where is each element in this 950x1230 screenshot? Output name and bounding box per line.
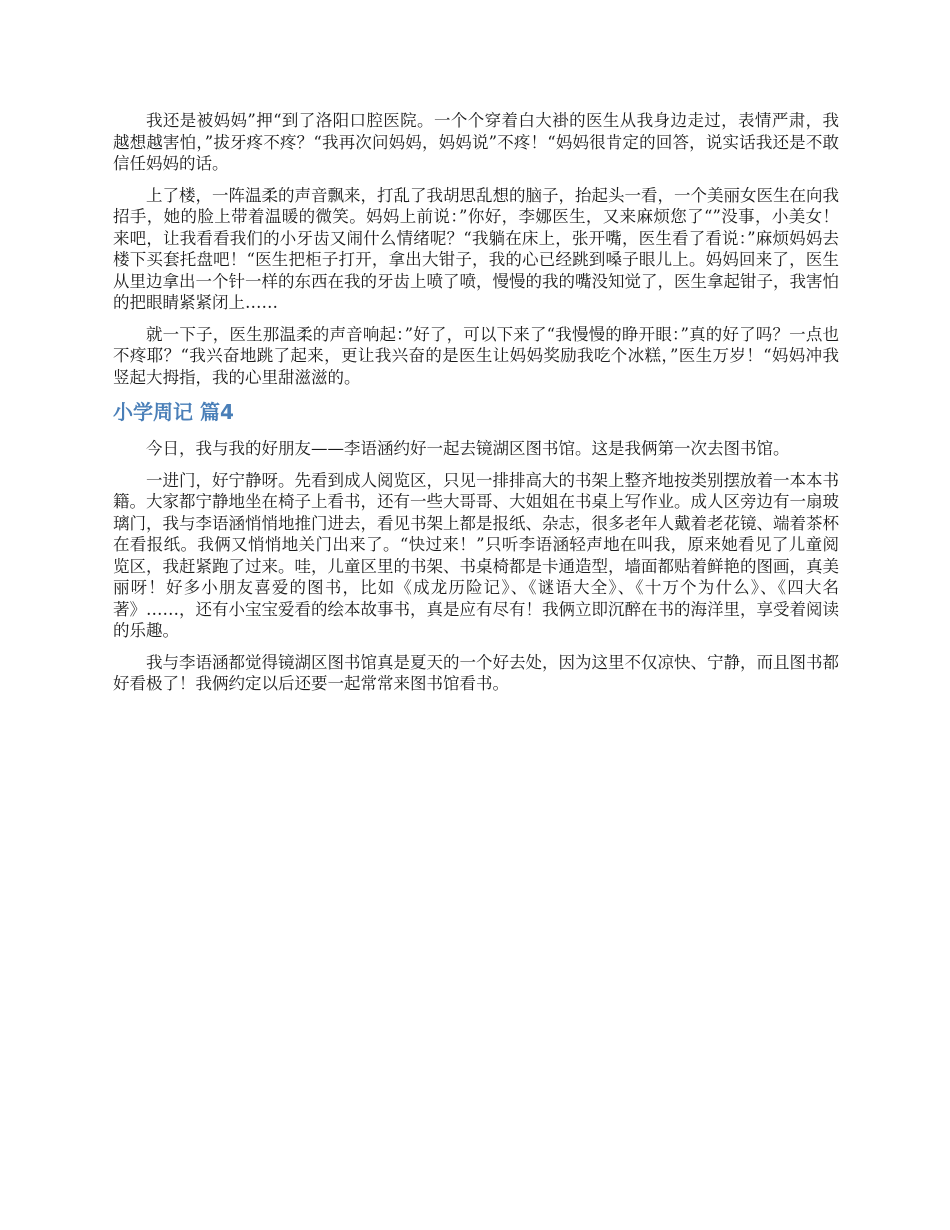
paragraph-library-intro: 今日，我与我的好朋友——李语涵约好一起去镜湖区图书馆。这是我俩第一次去图书馆。 [146,439,790,458]
paragraph-after-treatment: 就一下子，医生那温柔的声音响起：”好了，可以下来了“我慢慢的睁开眼：”真的好了吗？一点也不疼耶？“我兴奋地跳了起来，更让我兴奋的是医生让妈妈奖励我吃个冰糕，”医生万岁！“妈妈冲我竖起大拇指，我的心里甜滋滋的。 [113,324,839,387]
paragraph-dental-visit: 我还是被妈妈”押“到了洛阳口腔医院。一个个穿着白大褂的医生从我身边走过，表情严肃，我越想越害怕，”拔牙疼不疼？“我再次问妈妈，妈妈说”不疼！“妈妈很肯定的回答，说实话我还是不敢信任妈妈的话。 [113,111,839,173]
paragraph-doctor-treatment: 上了楼，一阵温柔的声音飘来，打乱了我胡思乱想的脑子，抬起头一看，一个美丽女医生在向我招手，她的脸上带着温暖的微笑。妈妈上前说：”你好，李娜医生，又来麻烦您了“”没事，小美女！来吧，让我看看我们的小牙齿又闹什么情绪呢？“我躺在床上，张开嘴，医生看了看说：”麻烦妈妈去楼下买套托盘吧！“医生把柜子打开，拿出大钳子，我的心已经跳到嗓子眼儿上。妈妈回来了，医生从里边拿出一个针一样的东西在我的牙齿上喷了喷，慢慢的我的嘴没知觉了，医生拿起钳子，我害怕的把眼睛紧紧闭上…… [113,185,839,312]
paragraph-library-visit: 一进门，好宁静呀。先看到成人阅览区，只见一排排高大的书架上整齐地按类别摆放着一本本书籍。大家都宁静地坐在椅子上看书，还有一些大哥哥、大姐姐在书桌上写作业。成人区旁边有一扇玻璃门，我与李语涵悄悄地推门进去，看见书架上都是报纸、杂志，很多老年人戴着老花镜、端着茶杯在看报纸。我俩又悄悄地关门出来了。“快过来！”只听李语涵轻声地在叫我，原来她看见了儿童阅览区，我赶紧跑了过来。哇，儿童区里的书架、书桌椅都是卡通造型，墙面都贴着鲜艳的图画，真美丽呀！好多小朋友喜爱的图书，比如《成龙历险记》、《谜语大全》、《十万个为什么》、《四大名著》……，还有小宝宝爱看的绘本故事书，真是应有尽有！我俩立即沉醉在书的海洋里，享受着阅读的乐趣。 [113,470,839,640]
paragraph-library-conclusion: 我与李语涵都觉得镜湖区图书馆真是夏天的一个好去处，因为这里不仅凉快、宁静，而且图书都好看极了！我俩约定以后还要一起常常来图书馆看书。 [113,652,839,693]
section-heading: 小学周记 篇4 [113,400,234,424]
document-page [113,110,839,705]
